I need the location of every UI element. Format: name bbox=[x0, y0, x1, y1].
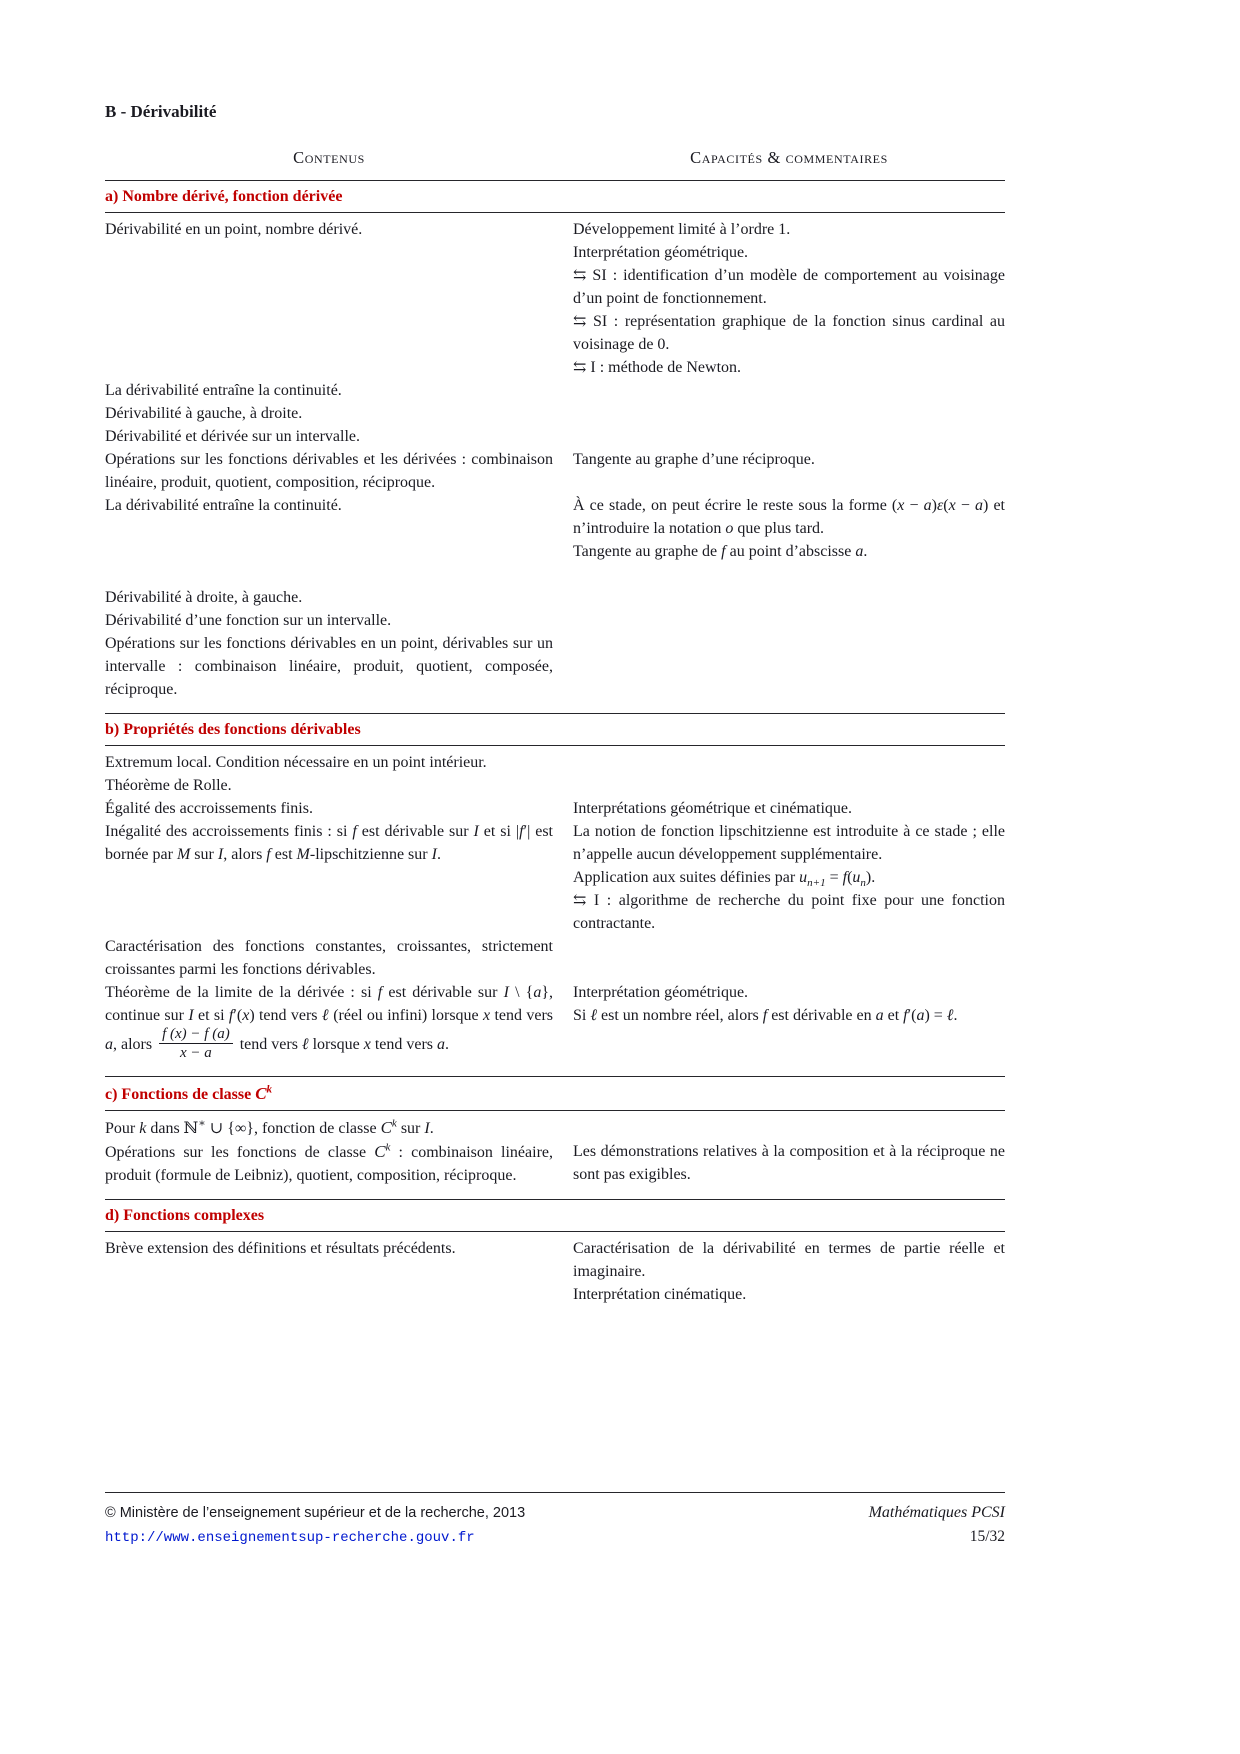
capacites-cell bbox=[573, 586, 1005, 701]
math-inline: k bbox=[385, 1141, 391, 1154]
section-body-a bbox=[105, 213, 1005, 713]
copyright-text: © Ministère de l’enseignement supérieur et de la recherche, 2013 bbox=[105, 1505, 526, 1521]
text-line: Théorème de la limite de la dérivée : si f est dérivable sur I \ {a}, continue sur I et si f′(x) tend vers ℓ (réel ou infini) lorsque x tend vers a, alors $\frac{f (x) - f (a)}{x - a}$ tend vers ℓ lorsque x tend vers a. bbox=[105, 984, 554, 1061]
text-line: Opérations sur les fonctions dérivables et les dérivées : combinaison linéaire, produit, quotient, composition, réciproque. bbox=[105, 451, 553, 491]
text-line: La dérivabilité entraîne la continuité. bbox=[105, 497, 342, 514]
math-inline: ℓ bbox=[590, 1007, 598, 1024]
text-line: Dérivabilité à gauche, à droite. bbox=[105, 405, 303, 422]
math-inline: ∗ bbox=[198, 1117, 206, 1130]
math-inline: f bbox=[228, 1007, 234, 1024]
page-number: 15/32 bbox=[969, 1528, 1005, 1545]
text-line: Tangente au graphe d’une réciproque. bbox=[573, 451, 815, 468]
content-row bbox=[105, 1116, 1005, 1140]
document-page bbox=[105, 102, 1005, 1318]
contenus-cell bbox=[105, 797, 553, 820]
math-inline: f bbox=[903, 1007, 908, 1024]
section-body-d bbox=[105, 1232, 1005, 1318]
source-url-link[interactable]: http://www.enseignementsup-recherche.gouv.fr bbox=[105, 1530, 475, 1546]
content-row bbox=[105, 379, 1005, 448]
math-inline: I bbox=[217, 846, 224, 863]
text-line: ⇆ I : méthode de Newton. bbox=[573, 359, 742, 376]
math-inline: f bbox=[842, 869, 848, 886]
math-inline: f bbox=[266, 846, 271, 863]
capacites-cell bbox=[573, 379, 1005, 448]
contenus-cell bbox=[105, 1237, 553, 1306]
math-inline: a bbox=[875, 1007, 884, 1024]
math-inline: f bbox=[352, 823, 357, 840]
math-inline: ℓ bbox=[301, 1036, 309, 1054]
content-row bbox=[105, 820, 1005, 935]
math-inline: f bbox=[377, 984, 383, 1001]
text-line: Interprétation géométrique. bbox=[573, 984, 749, 1001]
footer-rule bbox=[105, 1492, 1005, 1493]
math-inline: ε bbox=[936, 497, 944, 514]
sections bbox=[105, 180, 1005, 1318]
contenus-cell bbox=[105, 586, 553, 701]
text-line: Égalité des accroissements finis. bbox=[105, 800, 313, 817]
text-line: Interprétation cinématique. bbox=[573, 1286, 747, 1303]
content-row bbox=[105, 1237, 1005, 1306]
column-header-capacites: Capacités & commentaires bbox=[690, 148, 888, 167]
math-inline: I bbox=[188, 1007, 194, 1024]
column-header-contenus: Contenus bbox=[293, 148, 365, 167]
capacites-cell bbox=[573, 1116, 1005, 1140]
math-inline: x bbox=[242, 1007, 250, 1024]
math-inline: x bbox=[897, 497, 905, 514]
math-inline: k bbox=[139, 1120, 147, 1137]
content-row bbox=[105, 751, 1005, 797]
text-line: Interprétation géométrique. bbox=[573, 244, 749, 261]
section-heading-d: d) Fonctions complexes bbox=[105, 1207, 265, 1224]
content-row bbox=[105, 1140, 1005, 1187]
math-inline: I bbox=[473, 823, 479, 840]
capacites-cell bbox=[573, 797, 1005, 820]
text-line: Pour k dans ℕ∗ ∪ {∞}, fonction de classe $C^k$ sur I. bbox=[105, 1117, 434, 1137]
math-inline: M bbox=[296, 846, 310, 863]
contenus-cell bbox=[105, 448, 553, 494]
text-line: Dérivabilité à droite, à gauche. bbox=[105, 589, 303, 606]
contenus-cell bbox=[105, 981, 553, 1064]
math-inline: f bbox=[519, 823, 524, 840]
capacites-cell bbox=[573, 751, 1005, 797]
math-inline: f bbox=[762, 1007, 768, 1024]
text-line: Caractérisation des fonctions constantes, croissantes, strictement croissantes parmi les fonctions dérivables. bbox=[105, 938, 553, 978]
text-line: Opérations sur les fonctions de classe $C^k$ : combinaison linéaire, produit (formule de Leibniz), quotient, composition, réciproque. bbox=[105, 1141, 553, 1184]
text-line: ⇆ SI : identification d’un modèle de comportement au voisinage d’un point de fonctionnement. bbox=[573, 267, 1005, 307]
math-inline: a bbox=[855, 543, 864, 560]
math-inline: n bbox=[860, 877, 866, 890]
text-line: Application aux suites définies par $u_{n+1} = f(u_n)$. bbox=[573, 869, 876, 890]
section-heading-c: c) Fonctions de classe $C^k$ bbox=[105, 1083, 273, 1103]
text-line: Inégalité des accroissements finis : si f est dérivable sur I et si |f′| est bornée par M sur I, alors f est M-lipschitzienne sur I. bbox=[105, 823, 554, 863]
text-line: Développement limité à l’ordre 1. bbox=[573, 221, 791, 238]
text-line: Interprétations géométrique et cinématique. bbox=[573, 800, 852, 817]
text-line: Tangente au graphe de f au point d’abscisse a. bbox=[573, 543, 868, 560]
text-line: Si ℓ est un nombre réel, alors f est dérivable en a et f′(a) = ℓ. bbox=[573, 1007, 958, 1024]
section-heading-b: b) Propriétés des fonctions dérivables bbox=[105, 721, 361, 738]
section-body-b bbox=[105, 746, 1005, 1076]
text-line: La dérivabilité entraîne la continuité. bbox=[105, 382, 342, 399]
capacites-cell bbox=[573, 981, 1005, 1064]
contenus-cell bbox=[105, 1116, 553, 1140]
content-row bbox=[105, 797, 1005, 820]
math-inline: a bbox=[533, 984, 542, 1001]
capacites-cell bbox=[573, 1140, 1005, 1187]
math-inline: k bbox=[391, 1117, 397, 1130]
math-inline: o bbox=[725, 520, 734, 537]
text-line: Caractérisation de la dérivabilité en termes de partie réelle et imaginaire. bbox=[573, 1240, 1005, 1280]
capacites-cell bbox=[573, 820, 1005, 935]
content-row bbox=[105, 935, 1005, 981]
math-inline: a bbox=[105, 1036, 113, 1054]
page-title: B - Dérivabilité bbox=[105, 102, 217, 121]
text-line: Extremum local. Condition nécessaire en un point intérieur. bbox=[105, 754, 487, 771]
footer-row-2 bbox=[105, 1525, 1005, 1550]
capacites-cell bbox=[573, 218, 1005, 379]
math-inline: x bbox=[483, 1007, 491, 1024]
content-row bbox=[105, 494, 1005, 563]
footer-row-1 bbox=[105, 1501, 1005, 1525]
contenus-cell bbox=[105, 935, 553, 981]
math-inline: ℓ bbox=[321, 1007, 329, 1024]
footer bbox=[105, 1492, 1005, 1550]
contenus-cell bbox=[105, 494, 553, 563]
section-heading-a: a) Nombre dérivé, fonction dérivée bbox=[105, 188, 343, 205]
math-inline: C bbox=[374, 1142, 386, 1161]
column-headers bbox=[105, 148, 1005, 180]
text-line: ⇆ I : algorithme de recherche du point fixe pour une fonction contractante. bbox=[573, 892, 1005, 932]
capacites-cell bbox=[573, 935, 1005, 981]
math-inline: a bbox=[437, 1036, 446, 1054]
math-inline: u bbox=[799, 869, 808, 886]
section-body-c bbox=[105, 1111, 1005, 1199]
math-inline: ℓ bbox=[946, 1007, 954, 1024]
document-title: Mathématiques PCSI bbox=[868, 1504, 1005, 1521]
math-inline: a bbox=[975, 497, 983, 514]
math-inline: x bbox=[363, 1036, 371, 1054]
math-inline: a bbox=[923, 497, 932, 514]
text-line: La notion de fonction lipschitzienne est introduite à ce stade ; elle n’appelle aucun développement supplémentaire. bbox=[573, 823, 1005, 863]
capacites-cell bbox=[573, 448, 1005, 494]
capacites-cell bbox=[573, 494, 1005, 563]
math-inline: I bbox=[503, 984, 509, 1001]
content-row bbox=[105, 586, 1005, 701]
text-line: Théorème de Rolle. bbox=[105, 777, 232, 794]
math-inline: C bbox=[380, 1118, 392, 1137]
contenus-cell bbox=[105, 1140, 553, 1187]
text-line: Dérivabilité en un point, nombre dérivé. bbox=[105, 221, 363, 238]
contenus-cell bbox=[105, 751, 553, 797]
math-inline: k bbox=[266, 1083, 273, 1096]
capacites-cell bbox=[573, 1237, 1005, 1306]
math-inline: f bbox=[721, 543, 726, 560]
text-line: ⇆ SI : représentation graphique de la fonction sinus cardinal au voisinage de 0. bbox=[573, 313, 1005, 353]
contenus-cell bbox=[105, 218, 553, 379]
text-line: Dérivabilité et dérivée sur un intervalle. bbox=[105, 428, 361, 445]
content-row bbox=[105, 981, 1005, 1064]
math-inline: a bbox=[916, 1007, 925, 1024]
math-inline: I bbox=[431, 846, 437, 863]
math-inline: C bbox=[255, 1084, 267, 1103]
fraction: $\frac{f (x) - f (a)}{x - a}$ bbox=[159, 1025, 233, 1062]
contenus-cell bbox=[105, 820, 553, 935]
content-row bbox=[105, 448, 1005, 494]
text-line: Les démonstrations relatives à la composition et à la réciproque ne sont pas exigibles. bbox=[573, 1143, 1005, 1183]
math-inline: u bbox=[852, 869, 861, 886]
text-line: Opérations sur les fonctions dérivables en un point, dérivables sur un intervalle : combinaison linéaire, produit, quotient, composée, réciproque. bbox=[105, 635, 553, 698]
contenus-cell bbox=[105, 379, 553, 448]
text-line: Brève extension des définitions et résultats précédents. bbox=[105, 1240, 456, 1257]
content-row bbox=[105, 218, 1005, 379]
math-inline: I bbox=[424, 1120, 430, 1137]
math-inline: n+1 bbox=[807, 877, 826, 890]
math-inline: M bbox=[176, 846, 191, 863]
text-line: À ce stade, on peut écrire le reste sous la forme (x − a)ε(x − a) et n’introduire la notation o que plus tard. bbox=[573, 497, 1005, 537]
text-line: Dérivabilité d’une fonction sur un intervalle. bbox=[105, 612, 392, 629]
math-inline: x bbox=[948, 497, 956, 514]
